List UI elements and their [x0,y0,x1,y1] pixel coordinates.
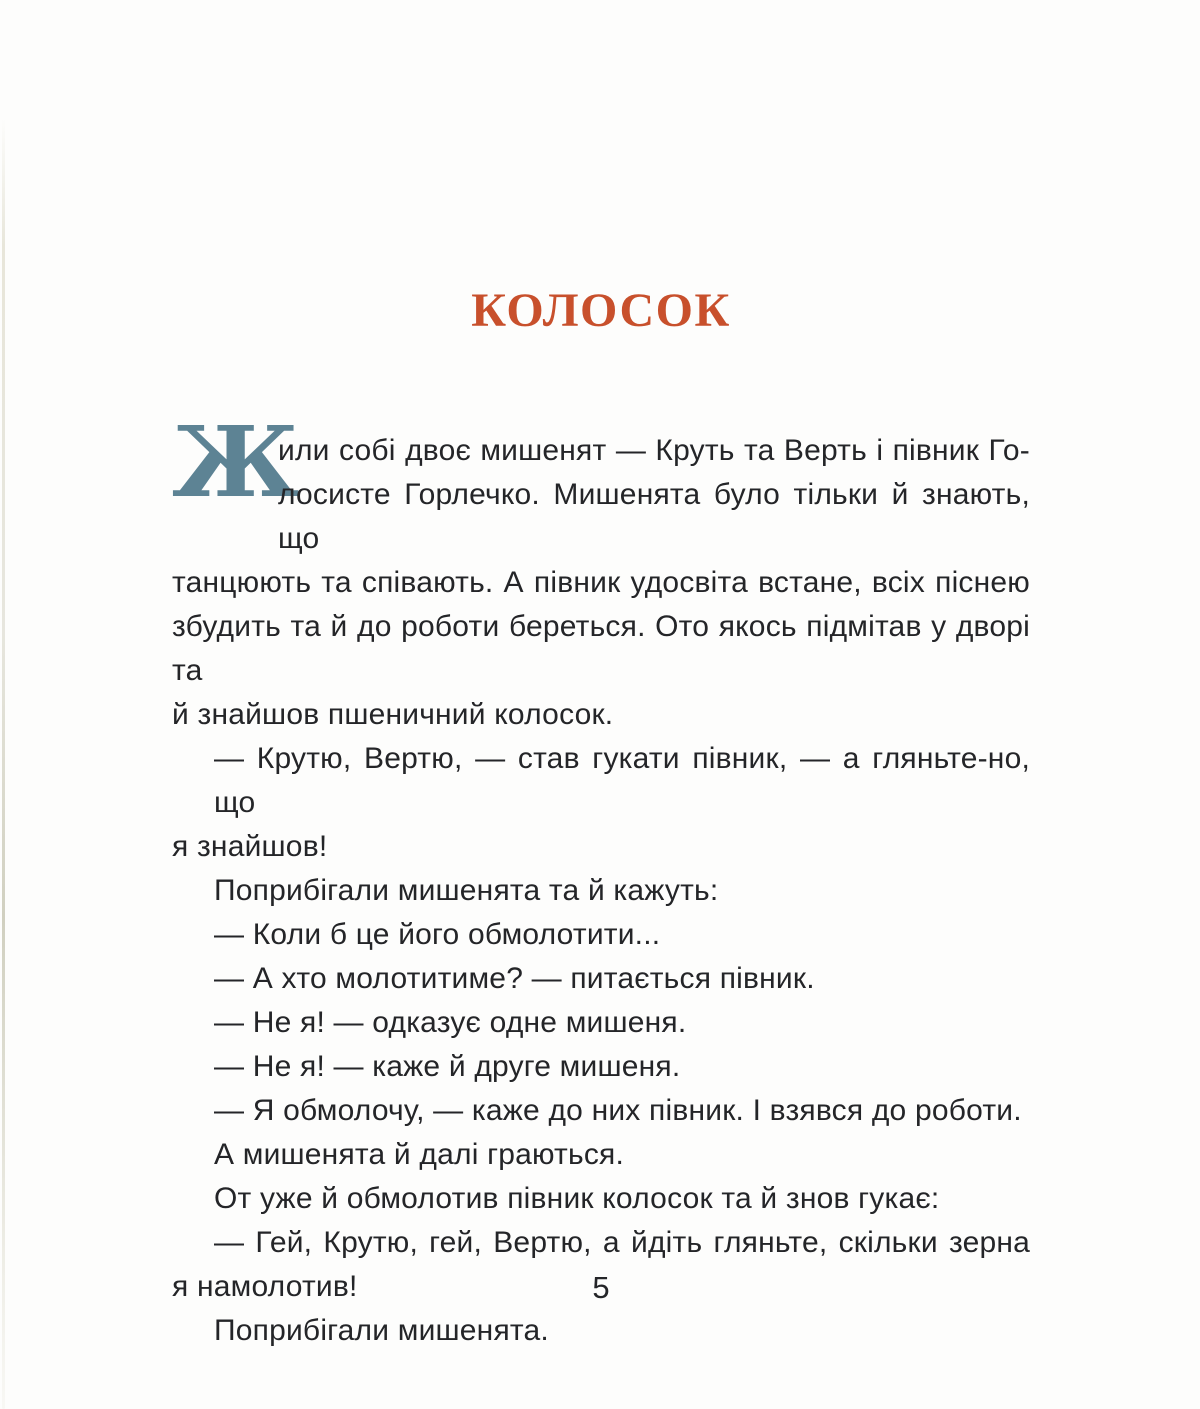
text-line: — Коли б це його обмолотити... [214,918,661,951]
text-line: — А хто молотитиме? — питається півник. [214,962,815,995]
text-line: збудить та й до роботи береться. Ото якось підмітав у дворі та [172,610,1030,687]
text-line: я намолотив! [172,1270,358,1303]
text-line: или собі двоє мишенят — Круть та Верть і півник Го- [278,434,1030,467]
text-line: — Не я! — каже й друге мишеня. [214,1050,681,1083]
story-title: КОЛОСОК [471,284,731,337]
text-line: — Крутю, Вертю, — став гукати півник, — а гляньте-но, що [214,742,1030,819]
text-line: Поприбігали мишенята. [214,1314,549,1347]
text-line: — Гей, Крутю, гей, Вертю, а йдіть гляньте, скільки зерна [214,1226,1030,1259]
story-text [172,429,1030,1353]
text-line: лосисте Горлечко. Мишенята було тільки й знають, що [278,478,1030,555]
text-line: Поприбігали мишенята та й кажуть: [214,874,719,907]
page-number: 5 [592,1270,610,1305]
text-line: танцюють та співають. А півник удосвіта встане, всіх піснею [172,566,1030,599]
drop-cap-letter: Ж [172,405,300,519]
page-scan-edge [2,118,5,1409]
text-line: А мишенята й далі граються. [214,1138,625,1171]
text-line: От уже й обмолотив півник колосок та й знов гукає: [214,1182,940,1215]
text-line: й знайшов пшеничний колосок. [172,698,614,731]
text-line: я знайшов! [172,830,328,863]
text-line: — Не я! — одказує одне мишеня. [214,1006,687,1039]
text-line: — Я обмолочу, — каже до них півник. І взявся до роботи. [214,1094,1022,1127]
